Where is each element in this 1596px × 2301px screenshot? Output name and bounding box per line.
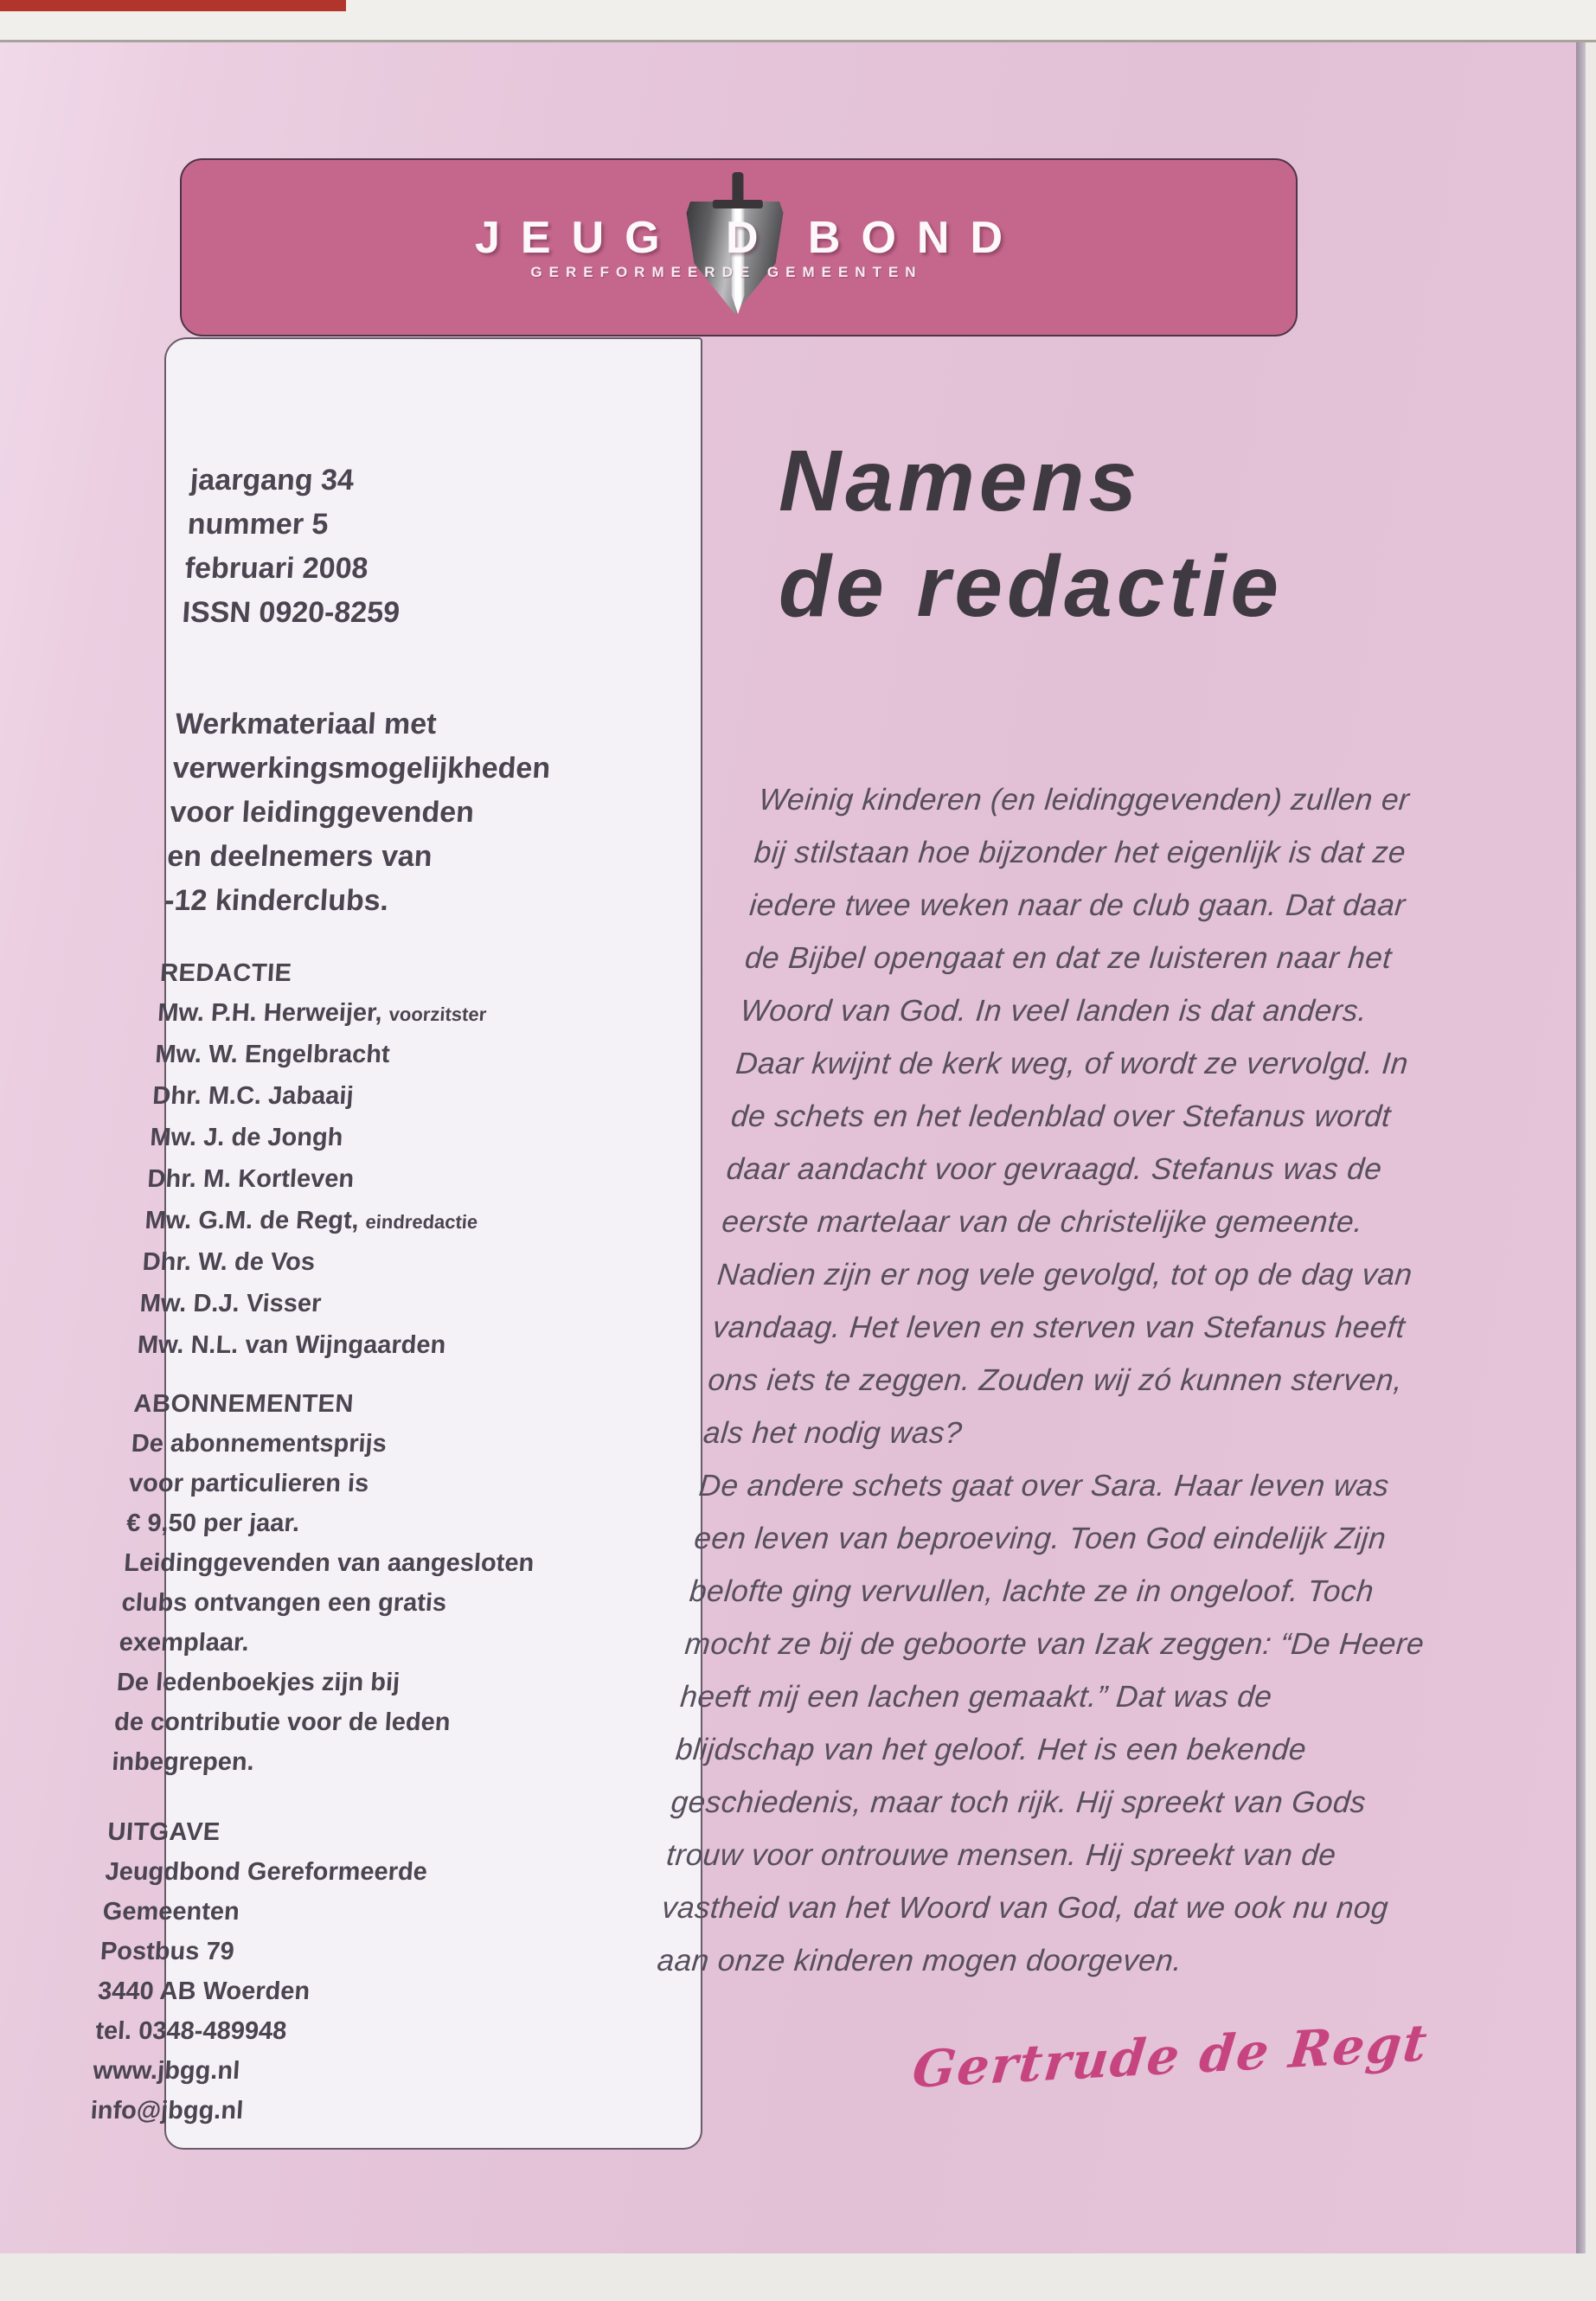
uitgave-heading: UITGAVE (106, 1818, 221, 1846)
body-text-line: de Bijbel opengaat en dat ze luisteren naar het (743, 941, 1394, 975)
body-text-line: De andere schets gaat over Sara. Haar leven was (697, 1469, 1391, 1503)
body-text-line: geschiedenis, maar toch rijk. Hij spreekt van Gods (670, 1785, 1368, 1819)
magazine-page (0, 42, 1576, 2253)
sword-crossguard-icon (713, 200, 763, 208)
issue-line: jaargang 34 (189, 464, 356, 497)
body-text-line: mocht ze bij de geboorte van Izak zeggen: “De Heere (683, 1627, 1426, 1661)
uitgave-line: 3440 AB Woerden (97, 1977, 311, 2005)
body-text-line: ons iets te zeggen. Zouden wij zó kunnen sterven, (706, 1363, 1405, 1397)
description-line: voor leidinggevenden (169, 796, 476, 829)
abonnementen-line: de contributie voor de leden (113, 1708, 452, 1736)
abonnementen-line: voor particulieren is (128, 1470, 370, 1497)
member-role (452, 1336, 453, 1357)
member-role (360, 1170, 362, 1191)
redactie-member: Mw. G.M. de Regt, eindredactie (144, 1207, 479, 1234)
logo-subtitle: GEREFORMEERDE GEMEENTEN (530, 264, 923, 280)
body-text-line: iedere twee weken naar de club gaan. Dat daar (747, 888, 1407, 922)
abonnementen-line: De ledenboekjes zijn bij (116, 1669, 401, 1696)
body-text-line: Daar kwijnt de kerk weg, of wordt ze vervolgd. In (734, 1047, 1410, 1080)
uitgave-line: Jeugdbond Gereformeerde (104, 1858, 428, 1886)
article-title (779, 428, 1283, 639)
redactie-section (136, 953, 494, 1367)
uitgave-line: www.jbgg.nl (92, 2057, 241, 2085)
body-text-line: daar aandacht voor gevraagd. Stefanus was de (725, 1152, 1384, 1186)
body-text-line: eerste martelaar van de christelijke gemeente. (720, 1205, 1365, 1239)
member-role (349, 1128, 351, 1150)
redactie-member: Dhr. W. de Vos (141, 1242, 477, 1284)
abonnementen-line: clubs ontvangen een gratis (120, 1589, 448, 1617)
body-text-line: aan onze kinderen mogen doorgeven. (656, 1944, 1184, 1977)
issue-info (181, 458, 409, 635)
member-role (321, 1253, 323, 1274)
logo-shield-letter: D (725, 213, 759, 263)
body-text-line: Nadien zijn er nog vele gevolgd, tot op de dag van (715, 1258, 1414, 1292)
jeugdbond-logo (475, 160, 1023, 335)
scan-edge-artifact (0, 0, 346, 11)
abonnementen-line: exemplaar. (118, 1629, 250, 1657)
member-role (396, 1045, 398, 1067)
body-text-line: bij stilstaan hoe bijzonder het eigenlijk is dat ze (753, 836, 1407, 869)
uitgave-line: info@jbgg.nl (89, 2097, 245, 2125)
body-text-line: Woord van God. In veel landen is dat anders. (739, 994, 1369, 1028)
uitgave-line: tel. 0348-489948 (94, 2017, 288, 2045)
redactie-heading: REDACTIE (159, 959, 293, 987)
body-text-line: heeft mij een lachen gemaakt.” Dat was de (678, 1680, 1274, 1714)
sword-grip-icon (732, 172, 743, 203)
abonnementen-section (111, 1384, 545, 1782)
logo-text-right: BOND (807, 213, 1023, 263)
article-title-line1: Namens (779, 433, 1142, 529)
redactie-member: Dhr. M. Kortleven (146, 1159, 482, 1201)
redactie-member: Mw. N.L. van Wijngaarden (136, 1325, 471, 1367)
redactie-member: Mw. D.J. Visser (138, 1284, 474, 1325)
redactie-member: Mw. P.H. Herweijer, voorzitster (157, 999, 488, 1027)
description-line: -12 kinderclubs. (163, 884, 390, 917)
body-text-line: vandaag. Het leven en sterven van Stefanus heeft (711, 1311, 1407, 1344)
uitgave-line: Gemeenten (101, 1898, 240, 1926)
member-role (327, 1294, 329, 1316)
abonnementen-line: Leidinggevenden van aangesloten (123, 1549, 535, 1577)
redactie-member: Dhr. M.C. Jabaaij (151, 1076, 487, 1118)
abonnementen-line: De abonnementsprijs (130, 1430, 388, 1458)
body-text-line: vastheid van het Woord van God, dat we ook nu nog (660, 1891, 1390, 1925)
uitgave-section (89, 1812, 431, 2131)
body-text-line: blijdschap van het geloof. Het is een bekende (674, 1733, 1308, 1766)
article-title-line2: de redactie (779, 538, 1284, 635)
body-text-line: trouw voor ontrouwe mensen. Hij spreekt van de (664, 1838, 1338, 1872)
magazine-description (163, 702, 554, 923)
colophon-column (89, 337, 702, 2150)
member-role: eindredactie (364, 1211, 479, 1233)
page-right-edge (1576, 42, 1586, 2253)
description-line: Werkmateriaal met (174, 708, 438, 740)
issue-line: ISSN 0920-8259 (181, 596, 401, 629)
redactie-member: Mw. J. de Jongh (149, 1118, 484, 1159)
member-role: voorzitster (388, 1003, 488, 1025)
body-text-line: de schets en het ledenblad over Stefanus wordt (729, 1099, 1393, 1133)
body-text-line: als het nodig was? (702, 1416, 964, 1450)
abonnementen-heading: ABONNEMENTEN (132, 1390, 355, 1418)
signature: Gertrude de Regt (909, 2013, 1432, 2099)
masthead-banner (180, 158, 1298, 336)
issue-line: februari 2008 (183, 552, 369, 585)
body-text-line: Weinig kinderen (en leidinggevenden) zullen er (757, 783, 1412, 817)
uitgave-line: Postbus 79 (99, 1938, 235, 1965)
member-role (360, 1086, 362, 1108)
description-line: verwerkingsmogelijkheden (171, 752, 552, 785)
logo-text-left: JEUG (475, 213, 681, 263)
issue-line: nummer 5 (186, 508, 330, 541)
colophon-content (55, 339, 701, 2148)
body-text-line: belofte ging vervullen, lachte ze in ongeloof. Toch (688, 1574, 1375, 1608)
redactie-member: Mw. W. Engelbracht (154, 1035, 490, 1076)
article-body (655, 773, 1596, 1987)
abonnementen-line: € 9,50 per jaar. (125, 1509, 301, 1537)
body-text-line: een leven van beproeving. Toen God eindelijk Zijn (692, 1522, 1388, 1555)
description-line: en deelnemers van (166, 840, 433, 873)
abonnementen-line: inbegrepen. (111, 1748, 255, 1776)
